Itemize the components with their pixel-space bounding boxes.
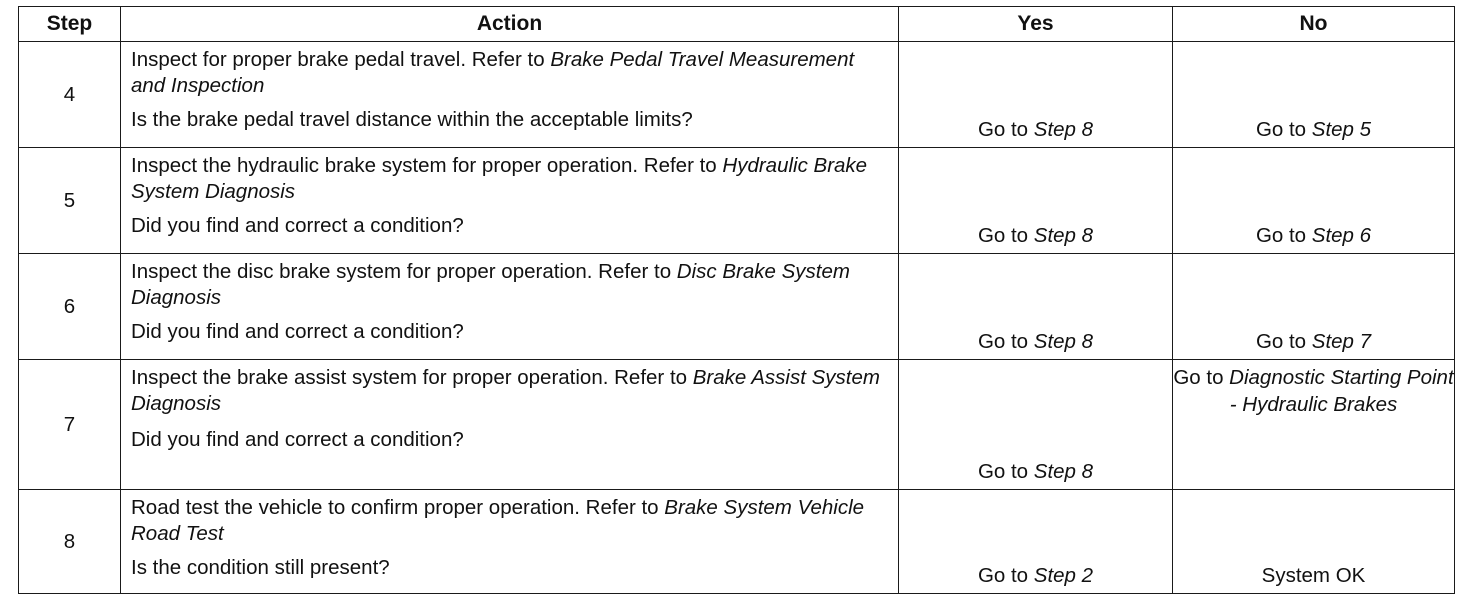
diagnostic-table — [18, 6, 1455, 594]
reference-link[interactable]: Brake System Vehicle Road Test — [131, 496, 865, 545]
instruction-text: Inspect for proper brake pedal travel. Refer to — [131, 48, 551, 71]
yes-cell — [899, 42, 1173, 148]
header-row — [19, 7, 1455, 42]
instruction-text: Road test the vehicle to confirm proper operation. Refer to — [131, 496, 665, 519]
header-step: Step — [19, 7, 121, 42]
action-instruction — [131, 47, 888, 99]
yes-target-link[interactable]: Step 8 — [1033, 330, 1094, 353]
step-number: 7 — [19, 360, 121, 490]
yes-cell — [899, 360, 1173, 490]
action-question: Did you find and correct a condition? — [131, 320, 464, 343]
no-cell — [1173, 148, 1455, 254]
no-prefix: Go to — [1255, 224, 1312, 247]
action-instruction — [131, 259, 888, 311]
reference-link[interactable]: Brake Assist System Diagnosis — [131, 366, 880, 415]
action-question: Is the brake pedal travel distance within the acceptable limits? — [131, 108, 693, 131]
yes-prefix: Go to — [977, 118, 1034, 141]
header-no: No — [1173, 7, 1455, 42]
step-number: 4 — [19, 42, 121, 148]
table-row — [19, 360, 1455, 490]
reference-link[interactable]: Disc Brake System Diagnosis — [131, 260, 850, 309]
action-question: Did you find and correct a condition? — [131, 428, 464, 451]
no-target-link[interactable]: Step 5 — [1311, 118, 1372, 141]
header-action: Action — [121, 7, 899, 42]
yes-cell — [899, 148, 1173, 254]
yes-prefix: Go to — [977, 224, 1034, 247]
no-cell — [1173, 254, 1455, 360]
instruction-text: Inspect the disc brake system for proper operation. Refer to — [131, 260, 677, 283]
no-cell — [1173, 360, 1455, 490]
table-row — [19, 42, 1455, 148]
step-number: 5 — [19, 148, 121, 254]
no-target-link[interactable]: Step 6 — [1311, 224, 1372, 247]
instruction-text: Inspect the brake assist system for proper operation. Refer to — [131, 366, 693, 389]
step-number: 8 — [19, 490, 121, 594]
no-target-link[interactable]: Step 7 — [1311, 330, 1372, 353]
yes-target-link[interactable]: Step 8 — [1033, 118, 1094, 141]
action-question: Is the condition still present? — [131, 556, 390, 579]
no-prefix: Go to — [1255, 118, 1312, 141]
header-yes: Yes — [899, 7, 1173, 42]
reference-link[interactable]: Hydraulic Brake System Diagnosis — [131, 154, 868, 203]
action-cell — [121, 490, 899, 594]
no-cell — [1173, 42, 1455, 148]
action-cell — [121, 360, 899, 490]
no-target-link[interactable]: Diagnostic Starting Point - Hydraulic Brakes — [1229, 366, 1454, 416]
action-cell — [121, 148, 899, 254]
yes-cell — [899, 254, 1173, 360]
action-instruction — [131, 365, 888, 417]
yes-prefix: Go to — [977, 460, 1034, 483]
instruction-text: Inspect the hydraulic brake system for proper operation. Refer to — [131, 154, 723, 177]
action-question: Did you find and correct a condition? — [131, 214, 464, 237]
reference-link[interactable]: Brake Pedal Travel Measurement and Inspection — [131, 48, 855, 97]
yes-target-link[interactable]: Step 8 — [1033, 460, 1094, 483]
yes-target-link[interactable]: Step 2 — [1033, 564, 1094, 587]
action-cell — [121, 254, 899, 360]
no-prefix: Go to — [1173, 366, 1230, 389]
action-cell — [121, 42, 899, 148]
no-cell: System OK — [1173, 490, 1455, 594]
yes-target-link[interactable]: Step 8 — [1033, 224, 1094, 247]
table-row — [19, 148, 1455, 254]
yes-cell — [899, 490, 1173, 594]
table-row — [19, 254, 1455, 360]
action-instruction — [131, 153, 888, 205]
no-prefix: Go to — [1255, 330, 1312, 353]
table-row — [19, 490, 1455, 594]
step-number: 6 — [19, 254, 121, 360]
yes-prefix: Go to — [977, 564, 1034, 587]
action-instruction — [131, 495, 888, 547]
yes-prefix: Go to — [977, 330, 1034, 353]
